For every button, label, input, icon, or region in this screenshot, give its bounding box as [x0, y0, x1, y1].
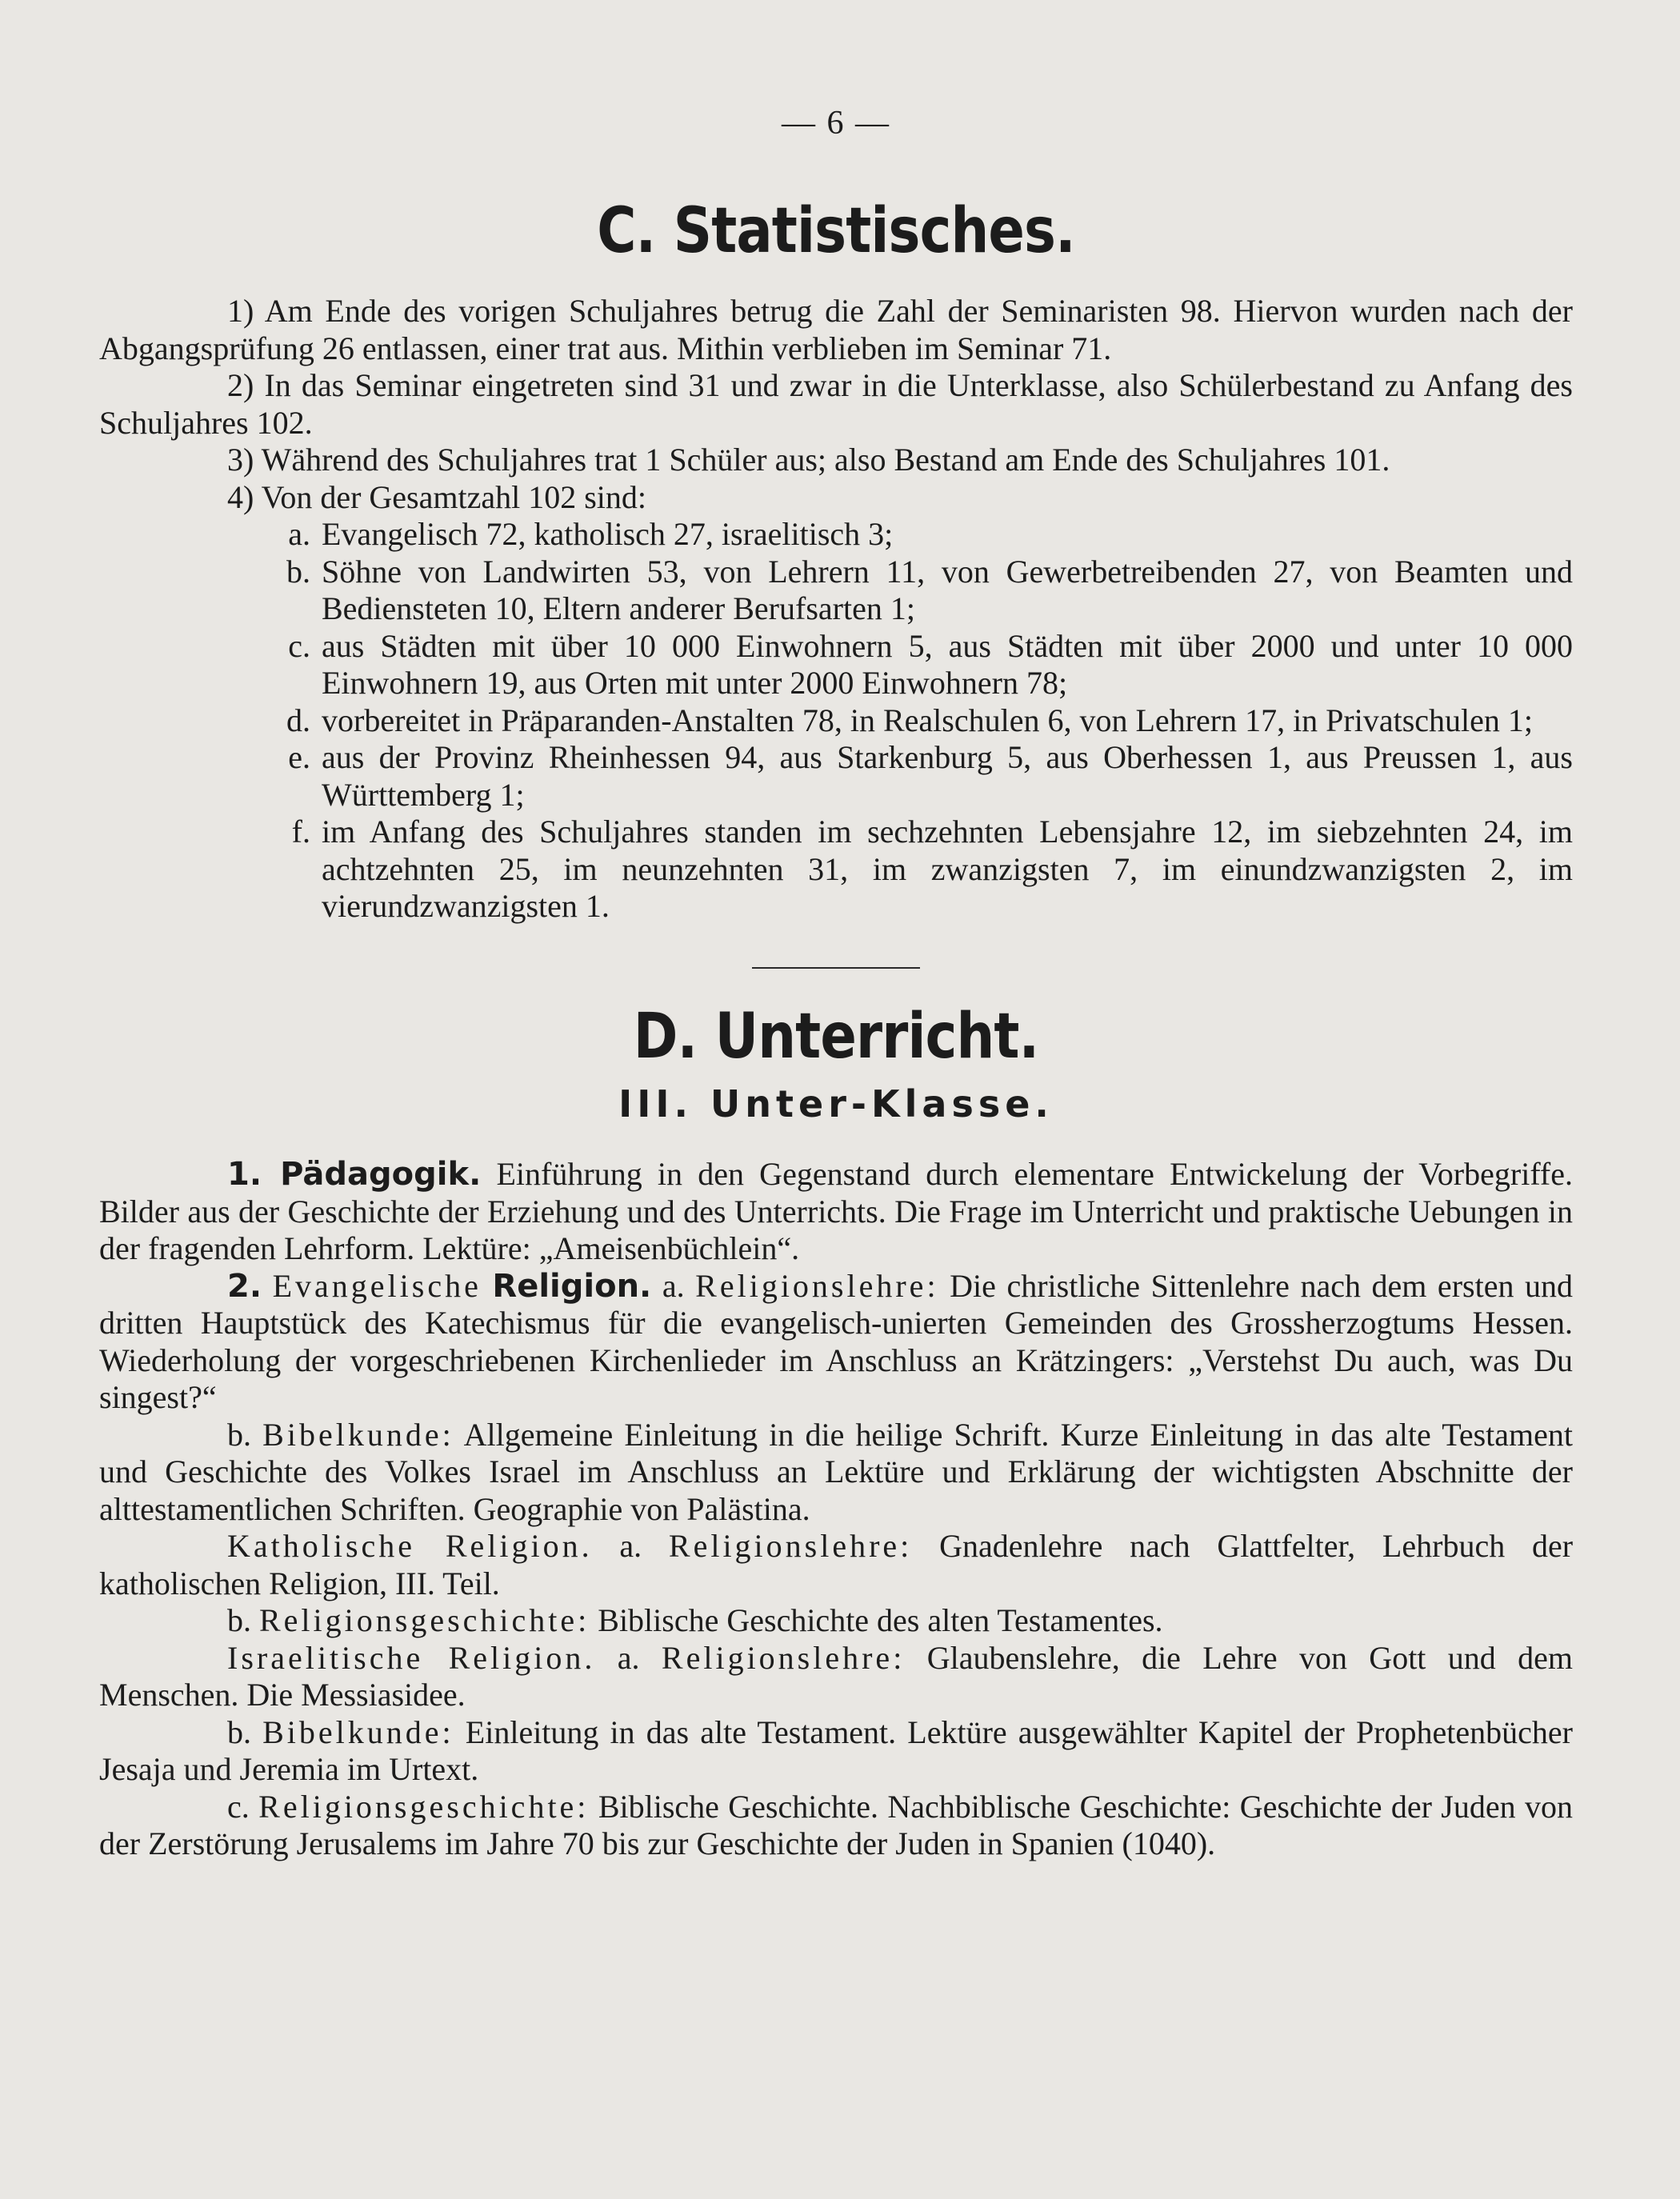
- katholisch-geschichte-paragraph: [99, 1602, 1573, 1640]
- paragraph-3: 3) Während des Schuljahres trat 1 Schüler aus; also Bestand am Ende des Schuljahres 101.: [227, 442, 1390, 478]
- topic-text: Biblische Geschichte des alten Testamentes.: [598, 1602, 1163, 1639]
- denomination-katholisch: Katholische Religion.: [227, 1528, 593, 1565]
- paragraph-1: 1) Am Ende des vorigen Schuljahres betrug die Zahl der Seminaristen 98. Hiervon wurden nach der Abgangsprüfung 26 entlassen, einer trat aus. Mithin verblieben im Seminar 71.: [99, 293, 1573, 366]
- list-marker: c.: [288, 627, 310, 664]
- part-marker: b.: [227, 1713, 251, 1750]
- bibelkunde-paragraph: [99, 1417, 1573, 1529]
- list-item: [99, 554, 1573, 628]
- list-item: [99, 516, 1573, 554]
- part-marker: a.: [617, 1639, 640, 1676]
- topic-label: Bibelkunde:: [262, 1416, 454, 1453]
- paedagogik-text: Einführung in den Gegenstand durch elementare Entwickelung der Vorbegriffe. Bilder aus der Geschichte der Erziehung und des Unterrichts. Die Frage im Unterricht und praktische Uebungen in der fragenden Lehrform. Lektüre: „Ameisenbüchlein“.: [99, 1156, 1573, 1267]
- paedagogik-paragraph: [99, 1156, 1573, 1268]
- section-divider: [752, 967, 920, 969]
- list-marker: f.: [291, 814, 310, 850]
- subject-number-religion: 2.: [227, 1267, 262, 1305]
- topic-label: Bibelkunde:: [262, 1713, 454, 1750]
- topic-label: Religionslehre:: [695, 1267, 939, 1304]
- class-heading: III. Unter-Klasse.: [618, 1082, 1054, 1125]
- topic-text: Allgemeine Einleitung in die heilige Schrift. Kurze Einleitung in das alte Testament und Geschichte des Volkes Israel im Anschluss an Lektüre und Erklärung der wichtigsten Abschnitte der alttestamentlichen Schriften. Geographie von Palästina.: [99, 1416, 1574, 1527]
- paragraph-4: 4) Von der Gesamtzahl 102 sind:: [227, 478, 647, 515]
- topic-text: Glaubenslehre, die Lehre von Gott und dem Menschen. Die Messiasidee.: [99, 1639, 1574, 1713]
- section-heading-unterricht: D. Unterricht.: [633, 1000, 1039, 1073]
- list-text: vorbereitet in Präparanden-Anstalten 78, in Realschulen 6, von Lehrern 17, in Privatschulen 1;: [322, 702, 1534, 738]
- list-item: [99, 739, 1573, 814]
- topic-text: Die christliche Sittenlehre nach dem ersten und dritten Hauptstück des Katechismus für die evangelisch-unierten Gemeinden des Grossherzogtums Hessen. Wiederholung der vorgeschriebenen Kirchenlieder im Anschluss an Krätzingers: „Verstehst Du auch, was Du singest?“: [99, 1267, 1574, 1416]
- topic-label: Religionsgeschichte:: [258, 1788, 590, 1825]
- subject-label-religion: Religion.: [492, 1267, 652, 1305]
- list-item: [99, 702, 1573, 740]
- part-marker: b.: [227, 1602, 251, 1639]
- paragraph-2: 2) In das Seminar eingetreten sind 31 und zwar in die Unterklasse, also Schülerbestand zu Anfang des Schuljahres 102.: [99, 367, 1573, 441]
- list-text: aus Städten mit über 10 000 Einwohnern 5, aus Städten mit über 2000 und unter 10 000 Einwohnern 19, aus Orten mit unter 2000 Einwohnern 78;: [322, 627, 1573, 701]
- part-marker: b.: [227, 1416, 251, 1453]
- list-text: Söhne von Landwirten 53, von Lehrern 11, von Gewerbetreibenden 27, von Beamten und Bediensteten 10, Eltern anderer Berufsarten 1;: [322, 553, 1573, 626]
- israelitisch-paragraph: [99, 1640, 1573, 1714]
- list-text: im Anfang des Schuljahres standen im sechzehnten Lebensjahre 12, im siebzehnten 24, im achtzehnten 25, im neunzehnten 31, im zwanzigsten 7, im einundzwanzigsten 2, im vierundzwanzigsten 1.: [322, 814, 1573, 924]
- list-marker: d.: [286, 702, 310, 738]
- israelitisch-geschichte-paragraph: [99, 1789, 1573, 1863]
- list-text: Evangelisch 72, katholisch 27, israelitisch 3;: [322, 516, 894, 552]
- topic-text: Gnadenlehre nach Glattfelter, Lehrbuch der katholischen Religion, III. Teil.: [99, 1528, 1574, 1601]
- denomination-evangelisch: Evangelische: [272, 1267, 482, 1304]
- topic-label: Religionslehre:: [668, 1528, 913, 1565]
- section-heading-statistisches: C. Statistisches.: [597, 195, 1075, 267]
- page-number: — 6 —: [782, 105, 890, 142]
- part-marker: c.: [227, 1788, 250, 1825]
- list-marker: a.: [288, 516, 310, 552]
- religion-paragraph: [99, 1268, 1573, 1417]
- subject-label-paedagogik: 1. Pädagogik.: [227, 1156, 482, 1193]
- list-marker: b.: [286, 553, 310, 590]
- list-text: aus der Provinz Rheinhessen 94, aus Starkenburg 5, aus Oberhessen 1, aus Preussen 1, aus Württemberg 1;: [322, 739, 1573, 813]
- list-item: [99, 628, 1573, 702]
- topic-label: Religionslehre:: [661, 1639, 906, 1676]
- katholisch-paragraph: [99, 1528, 1573, 1602]
- list-marker: e.: [288, 739, 310, 775]
- topic-text: Biblische Geschichte. Nachbiblische Geschichte: Geschichte der Juden von der Zerstörung Jerusalems im Jahre 70 bis zur Geschichte der Juden in Spanien (1040).: [99, 1788, 1574, 1862]
- topic-text: Einleitung in das alte Testament. Lektüre ausgewählter Kapitel der Prophetenbücher Jesaja und Jeremia im Urtext.: [99, 1713, 1574, 1788]
- denomination-israelitisch: Israelitische Religion.: [227, 1639, 596, 1676]
- israelitisch-bibelkunde-paragraph: [99, 1714, 1573, 1789]
- list-item: [99, 814, 1573, 926]
- topic-label: Religionsgeschichte:: [259, 1602, 590, 1639]
- part-marker: a.: [619, 1528, 642, 1565]
- part-marker: a.: [662, 1267, 685, 1304]
